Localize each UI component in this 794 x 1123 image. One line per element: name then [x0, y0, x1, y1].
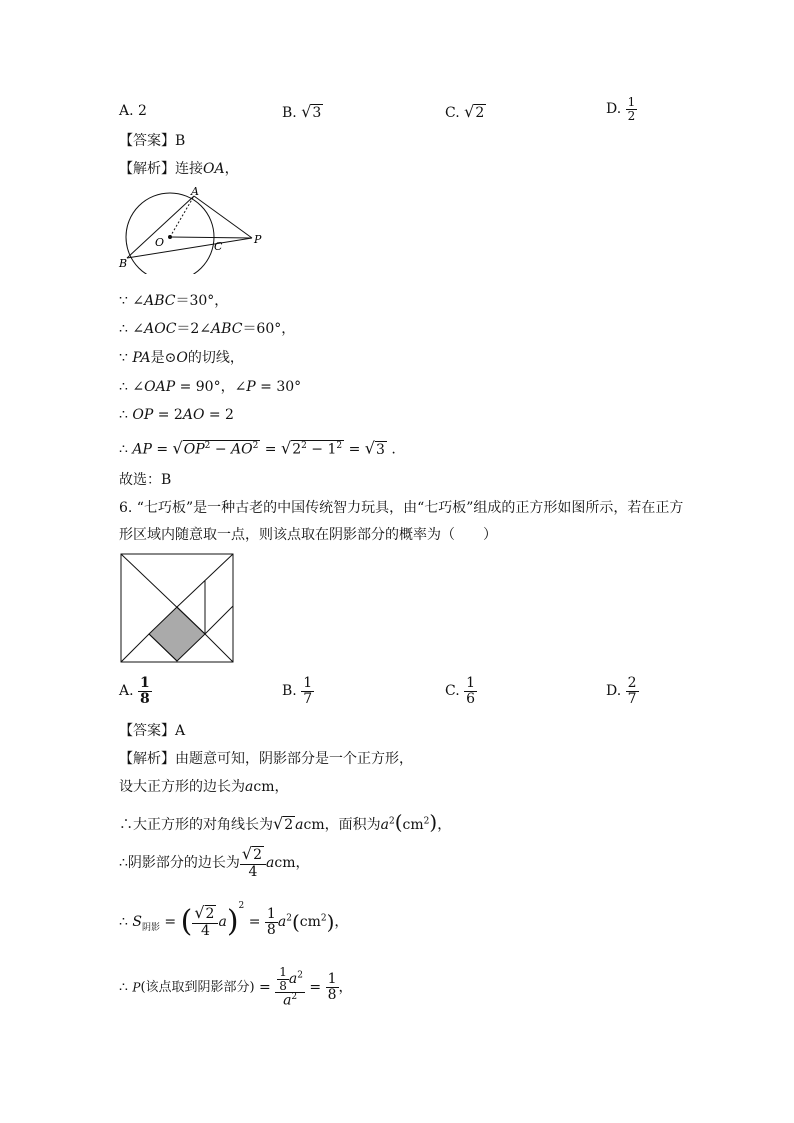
- fraction: [301, 676, 314, 706]
- numerator: 1: [279, 965, 287, 979]
- math-expr: ∠AOC: [132, 321, 177, 337]
- q6-answer: 【答案】A: [119, 723, 186, 739]
- option-label: B.: [282, 683, 297, 700]
- math-expr: = 2: [153, 407, 183, 423]
- q5-step-1: [119, 294, 228, 308]
- center-dot: [168, 235, 172, 239]
- therefore-symbol: ∴: [119, 914, 128, 930]
- paren: ): [429, 810, 438, 834]
- math-expr: 是⊙: [150, 350, 177, 366]
- denominator: 6: [466, 690, 476, 707]
- math-var: P: [132, 980, 141, 995]
- math-expr: ＝30°，: [175, 293, 229, 309]
- math-var: a: [245, 779, 254, 795]
- therefore-symbol: ∴: [119, 854, 128, 871]
- punct: ，: [437, 817, 452, 833]
- math-var: a: [283, 992, 292, 1009]
- math-var: a: [295, 817, 304, 833]
- q6-line-3: [119, 846, 310, 879]
- punct: ，: [334, 914, 349, 930]
- q6-line-1: [119, 780, 288, 794]
- math-expr: OP: [132, 407, 154, 423]
- numerator: [192, 905, 218, 924]
- exponent: 2: [320, 913, 327, 924]
- fraction: [626, 96, 638, 122]
- analysis-text: 由题意可知，阴影部分是一个正方形，: [175, 751, 413, 767]
- unit: cm: [303, 817, 325, 833]
- math-expr: 2: [292, 441, 302, 458]
- circle-o: [126, 193, 214, 274]
- label-a: A: [191, 185, 199, 198]
- paren: ): [326, 910, 335, 934]
- sqrt-symbol: √: [273, 814, 284, 833]
- q5-step-5: [119, 408, 234, 422]
- radicand: 3: [312, 105, 322, 121]
- numerator: 1: [327, 971, 337, 988]
- shaded-square: [149, 607, 205, 661]
- q6-option-b: [282, 676, 314, 706]
- q6-line-5: [119, 966, 353, 1009]
- option-label: B.: [282, 105, 297, 121]
- denominator: 4: [248, 863, 258, 880]
- numerator: [240, 846, 266, 865]
- tangent-ap: [194, 196, 252, 238]
- tangram-line: [121, 634, 149, 662]
- radicand: 2: [475, 105, 485, 121]
- numerator: 1: [466, 675, 476, 691]
- label-o: O: [155, 236, 165, 249]
- math-expr: ＝2: [176, 321, 200, 337]
- therefore-symbol: ∴: [119, 441, 128, 458]
- q6-stem-line1: 6. “七巧板”是一种古老的中国传统智力玩具，由“七巧板”组成的正方形如图所示，若在正方: [119, 500, 684, 516]
- equals: =: [254, 979, 276, 996]
- math-var: a: [277, 914, 287, 930]
- denominator: 8: [279, 978, 287, 993]
- fraction: [265, 907, 278, 937]
- denominator: 7: [627, 690, 637, 707]
- numerator: 2: [627, 675, 637, 691]
- radicand: 3: [375, 441, 385, 458]
- numerator: 1: [140, 675, 150, 691]
- sqrt-symbol: √: [241, 844, 253, 863]
- paren: ): [226, 904, 239, 939]
- radicand: 2: [205, 906, 215, 923]
- numerator: [275, 966, 305, 993]
- math-expr: OP: [183, 441, 205, 458]
- exponent: 2: [423, 816, 430, 827]
- text: 阴影部分的边长为: [127, 854, 240, 871]
- q5-step-3: [119, 351, 244, 365]
- text: ，面积为: [324, 817, 381, 833]
- unit: cm: [274, 854, 296, 871]
- punct: ，: [295, 854, 310, 871]
- option-label: D.: [606, 683, 622, 700]
- denominator: 8: [327, 986, 337, 1003]
- q5-conclusion: 故选：B: [119, 472, 172, 488]
- exponent: 2: [336, 441, 343, 451]
- tangram-figure: [120, 553, 234, 663]
- sqrt-symbol: √: [464, 102, 475, 121]
- math-var: a: [266, 854, 275, 871]
- therefore-symbol: ∴: [119, 979, 128, 996]
- denominator: 4: [200, 923, 210, 940]
- equals: =: [159, 914, 181, 930]
- math-var: OA: [203, 161, 225, 177]
- because-symbol: ∵: [119, 350, 128, 366]
- tangram-line: [205, 634, 233, 662]
- math-expr: AO: [231, 441, 253, 458]
- exponent: 2: [204, 441, 211, 451]
- math-expr: AP: [132, 441, 152, 458]
- fraction: [192, 905, 218, 938]
- paren: (: [180, 904, 193, 939]
- therefore-symbol: ∴: [119, 817, 133, 833]
- equals: =: [344, 441, 365, 458]
- q6-option-c: [445, 676, 477, 706]
- option-b: [282, 104, 323, 122]
- numerator: 1: [266, 905, 276, 922]
- option-label: A.: [119, 103, 134, 119]
- q5-analysis: [119, 162, 239, 176]
- sqrt-symbol: √: [281, 438, 292, 458]
- punct: ，: [274, 779, 289, 795]
- math-var: a: [218, 914, 227, 930]
- radicand: 2: [253, 847, 263, 863]
- q6-line-2: [119, 812, 451, 834]
- sqrt-symbol: √: [364, 438, 375, 458]
- exponent: 2: [286, 913, 292, 924]
- fraction: [626, 676, 639, 706]
- unit: cm: [299, 914, 321, 930]
- radicand: [183, 440, 261, 458]
- math-expr: −: [210, 441, 232, 458]
- equals: =: [244, 914, 265, 930]
- therefore-symbol: ∴: [119, 321, 128, 337]
- q6-analysis: [119, 752, 413, 766]
- option-label: C.: [445, 683, 460, 700]
- because-symbol: ∵: [119, 293, 128, 309]
- circle-tangent-figure: [116, 184, 276, 274]
- exponent: 2: [238, 901, 245, 911]
- math-expr: − 1: [306, 441, 337, 458]
- q5-step-4: [119, 380, 301, 394]
- option-label: C.: [445, 105, 460, 121]
- punct: .: [386, 441, 396, 458]
- unit: cm: [402, 817, 424, 833]
- text: 大正方形的对角线长为: [133, 817, 273, 833]
- math-var: a: [288, 971, 298, 988]
- q6-option-d: [606, 676, 639, 706]
- equals: =: [260, 441, 281, 458]
- radius-oa: [170, 196, 194, 237]
- sqrt-symbol: √: [301, 102, 312, 121]
- paren: (: [394, 810, 403, 834]
- radicand: [291, 440, 344, 458]
- denominator: 8: [140, 690, 150, 707]
- exponent: 2: [291, 992, 298, 1003]
- option-c: [445, 104, 486, 122]
- sqrt-symbol: √: [194, 903, 205, 923]
- punct: ，: [224, 161, 239, 177]
- event-text: (该点取到阴影部分): [140, 979, 255, 995]
- unit: cm: [253, 779, 275, 795]
- math-expr: = 2: [204, 407, 234, 423]
- therefore-symbol: ∴: [119, 407, 128, 423]
- option-value: 2: [138, 103, 147, 119]
- math-expr: ∠ABC: [132, 293, 176, 309]
- label-c: C: [214, 240, 223, 253]
- radicand: 2: [284, 817, 294, 833]
- denominator: 2: [627, 108, 636, 123]
- q6-line-4: [119, 902, 348, 939]
- option-a: [119, 104, 147, 118]
- tangram-line: [205, 606, 233, 634]
- math-var: S: [132, 914, 142, 930]
- math-expr: ∠ABC: [199, 321, 243, 337]
- option-d: [606, 96, 637, 122]
- sqrt-symbol: √: [172, 438, 183, 458]
- q5-step-6: [119, 440, 396, 458]
- analysis-head: 【解析】: [119, 751, 175, 767]
- label-p: P: [254, 233, 262, 246]
- exponent: 2: [297, 970, 303, 981]
- math-var: a: [380, 817, 389, 833]
- exponent: 2: [388, 816, 395, 827]
- equals: =: [304, 979, 326, 996]
- q6-stem-line2: 形区域内随意取一点，则该点取在阴影部分的概率为（ ）: [119, 527, 497, 543]
- denominator: [275, 993, 305, 1008]
- denominator: 7: [303, 690, 313, 707]
- q5-answer: 【答案】B: [119, 133, 186, 149]
- analysis-head: 【解析】: [119, 161, 175, 177]
- fraction: [464, 676, 477, 706]
- math-expr: PA: [132, 350, 151, 366]
- math-expr: O: [176, 350, 188, 366]
- exponent: 2: [252, 441, 259, 451]
- numerator: 1: [303, 675, 313, 691]
- fraction: [277, 966, 289, 992]
- q6-option-a: [119, 676, 152, 706]
- math-expr: ＝60°，: [242, 321, 296, 337]
- fraction: [240, 846, 266, 879]
- option-label: A.: [119, 683, 134, 700]
- math-expr: = 90°，: [175, 379, 235, 395]
- subscript: 阴影: [141, 922, 160, 933]
- equals: =: [151, 441, 173, 458]
- punct: ，: [338, 979, 353, 996]
- math-expr: ∠OAP: [132, 379, 176, 395]
- q5-step-2: [119, 322, 295, 336]
- math-expr: AO: [182, 407, 205, 423]
- numerator: 1: [627, 95, 636, 109]
- denominator: 8: [266, 921, 276, 938]
- math-expr: ∠P: [234, 379, 256, 395]
- exponent: 2: [301, 441, 307, 451]
- therefore-symbol: ∴: [119, 379, 128, 395]
- math-expr: 的切线，: [187, 350, 244, 366]
- analysis-text: 连接: [175, 161, 203, 177]
- fraction: [275, 966, 305, 1009]
- paren: (: [291, 910, 300, 934]
- math-expr: = 30°: [255, 379, 302, 395]
- text: 设大正方形的边长为: [119, 779, 245, 795]
- segment-op: [170, 237, 252, 238]
- fraction: [138, 676, 152, 706]
- fraction: [326, 972, 339, 1002]
- label-b: B: [119, 257, 128, 270]
- option-label: D.: [606, 101, 622, 118]
